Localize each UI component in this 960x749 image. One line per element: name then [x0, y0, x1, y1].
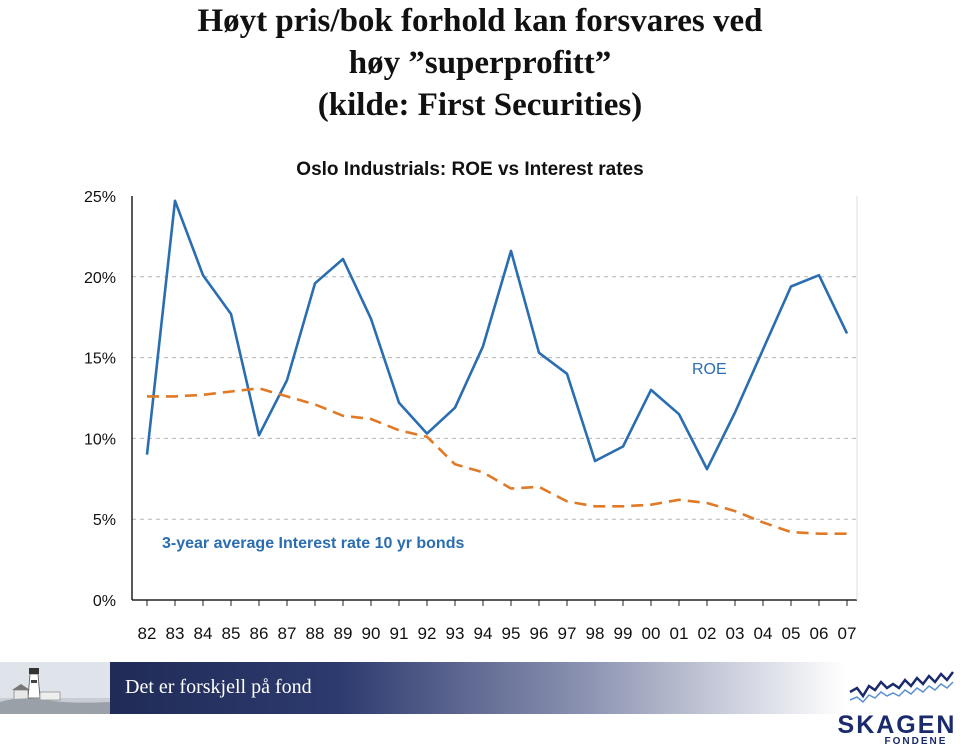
y-tick-label: 0% [92, 593, 116, 610]
slide-title-line-1: Høyt pris/bok forhold kan forsvares ved [197, 3, 763, 39]
x-tick-label: 86 [249, 624, 269, 643]
x-tick-label: 96 [529, 624, 549, 643]
gridlines [132, 277, 857, 519]
x-tick-label: 01 [669, 624, 689, 643]
x-tick-label: 92 [417, 624, 437, 643]
x-tick-label: 99 [613, 624, 633, 643]
x-tick-label: 98 [585, 624, 605, 643]
roe-line [147, 201, 847, 469]
x-tick-label: 91 [389, 624, 409, 643]
x-tick-label: 82 [137, 624, 157, 643]
y-tick-label: 10% [83, 431, 116, 449]
x-tick-label: 02 [697, 624, 717, 643]
x-tick-label: 00 [641, 624, 661, 643]
x-tick-label: 97 [557, 624, 577, 643]
x-tick-label: 83 [165, 624, 185, 643]
logo-chart-icon [845, 662, 960, 712]
x-tick-label: 05 [781, 624, 801, 643]
interest-series-label: 3-year average Interest rate 10 yr bonds [162, 535, 465, 552]
chart-title: Oslo Industrials: ROE vs Interest rates [296, 159, 644, 180]
x-tick-label: 06 [809, 624, 829, 643]
axes [84, 189, 857, 643]
footer-slogan: Det er forskjell på fond [125, 676, 312, 698]
slide-title-line-2: høy ”superprofitt” [348, 45, 612, 81]
x-tick-label: 03 [725, 624, 745, 643]
x-tick-label: 84 [193, 624, 213, 643]
x-tick-label: 93 [445, 624, 465, 643]
slide-title-line-3: (kilde: First Securities) [317, 87, 643, 123]
x-tick-label: 87 [277, 624, 297, 643]
x-tick-label: 94 [473, 624, 493, 643]
x-tick-label: 07 [837, 624, 857, 643]
x-tick-label: 88 [305, 624, 325, 643]
x-tick-label: 04 [753, 624, 773, 643]
y-tick-label: 15% [83, 350, 116, 368]
x-tick-label: 90 [361, 624, 381, 643]
series-lines [147, 201, 847, 534]
roe-series-label: ROE [692, 361, 727, 378]
y-tick-label: 5% [92, 512, 116, 530]
y-tick-label: 20% [83, 269, 116, 287]
x-tick-label: 89 [333, 624, 353, 643]
y-tick-label: 25% [83, 189, 116, 206]
x-tick-label: 95 [501, 624, 521, 643]
x-tick-label: 85 [221, 624, 241, 643]
logo-subtext: FONDENE [884, 736, 948, 747]
lighthouse-image [0, 662, 110, 714]
logo-wordmark: SKAGEN [837, 711, 957, 739]
